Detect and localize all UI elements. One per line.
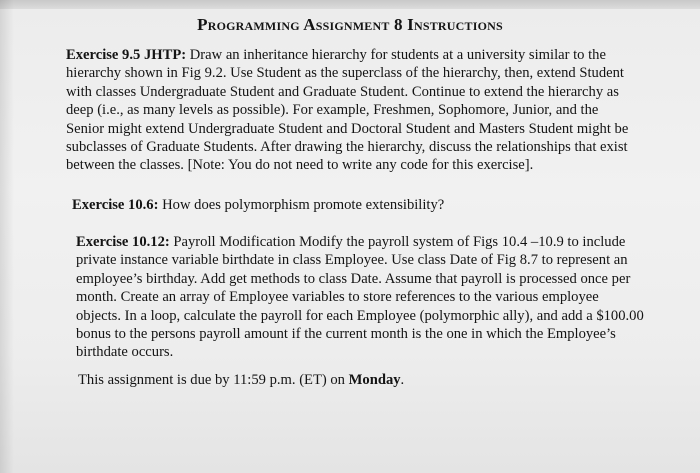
exercise-label: Exercise 10.6: — [72, 197, 159, 213]
exercise-9-5-paragraph — [66, 46, 628, 175]
page-title: Programming Assignment 8 Instructions — [197, 15, 503, 34]
paragraph-line: between the classes. [Note: You do not need to write any code for this exercise]. — [66, 157, 534, 174]
exercise-label: Exercise 10.12: — [76, 234, 170, 250]
exercise-10-12-paragraph — [76, 233, 644, 362]
paragraph-line: private instance variable birthdate in class Employee. Use class Date of Fig 8.7 to represent an — [76, 252, 628, 269]
paragraph-line: Exercise 10.6: How does polymorphism promote extensibility? — [72, 197, 445, 213]
due-date-note — [78, 371, 404, 389]
paragraph-line: Exercise 9.5 JHTP: Draw an inheritance hierarchy for students at a university similar to the — [66, 47, 606, 63]
paragraph-line: bonus to the persons payroll amount if the current month is the one in which the Employee’s — [76, 326, 616, 343]
paragraph-line: objects. In a loop, calculate the payroll for each Employee (polymorphic ally), and add a $100.00 — [76, 307, 644, 324]
paragraph-line: Senior might extend Undergraduate Student and Doctoral Student and Masters Student might be — [66, 120, 629, 137]
exercise-label: Exercise 9.5 JHTP: — [66, 47, 187, 63]
paragraph-line: Exercise 10.12: Payroll Modification Modify the payroll system of Figs 10.4 –10.9 to include — [76, 234, 626, 250]
paragraph-line: employee’s birthday. Add get methods to class Date. Assume that payroll is processed once per — [76, 270, 631, 287]
page-shadow — [0, 0, 14, 473]
paragraph-line: birthdate occurs. — [76, 344, 174, 361]
paragraph-line: month. Create an array of Employee variables to store references to the various employee — [76, 289, 599, 306]
exercise-10-6-paragraph — [72, 196, 444, 214]
paragraph-line: This assignment is due by 11:59 p.m. (ET) on Monday. — [78, 372, 405, 388]
paragraph-line: hierarchy shown in Fig 9.2. Use Student as the superclass of the hierarchy, then, extend Student — [66, 65, 624, 82]
due-day: Monday — [348, 372, 401, 388]
paragraph-line: subclasses of Graduate Students. After drawing the hierarchy, discuss the relationships that exist — [66, 139, 628, 156]
paragraph-line: deep (i.e., as many levels as possible). For example, Freshmen, Sophomore, Junior, and the — [66, 102, 599, 119]
page-top-edge — [0, 0, 700, 9]
paragraph-line: with classes Undergraduate Student and Graduate Student. Continue to extend the hierarchy as — [66, 83, 619, 100]
